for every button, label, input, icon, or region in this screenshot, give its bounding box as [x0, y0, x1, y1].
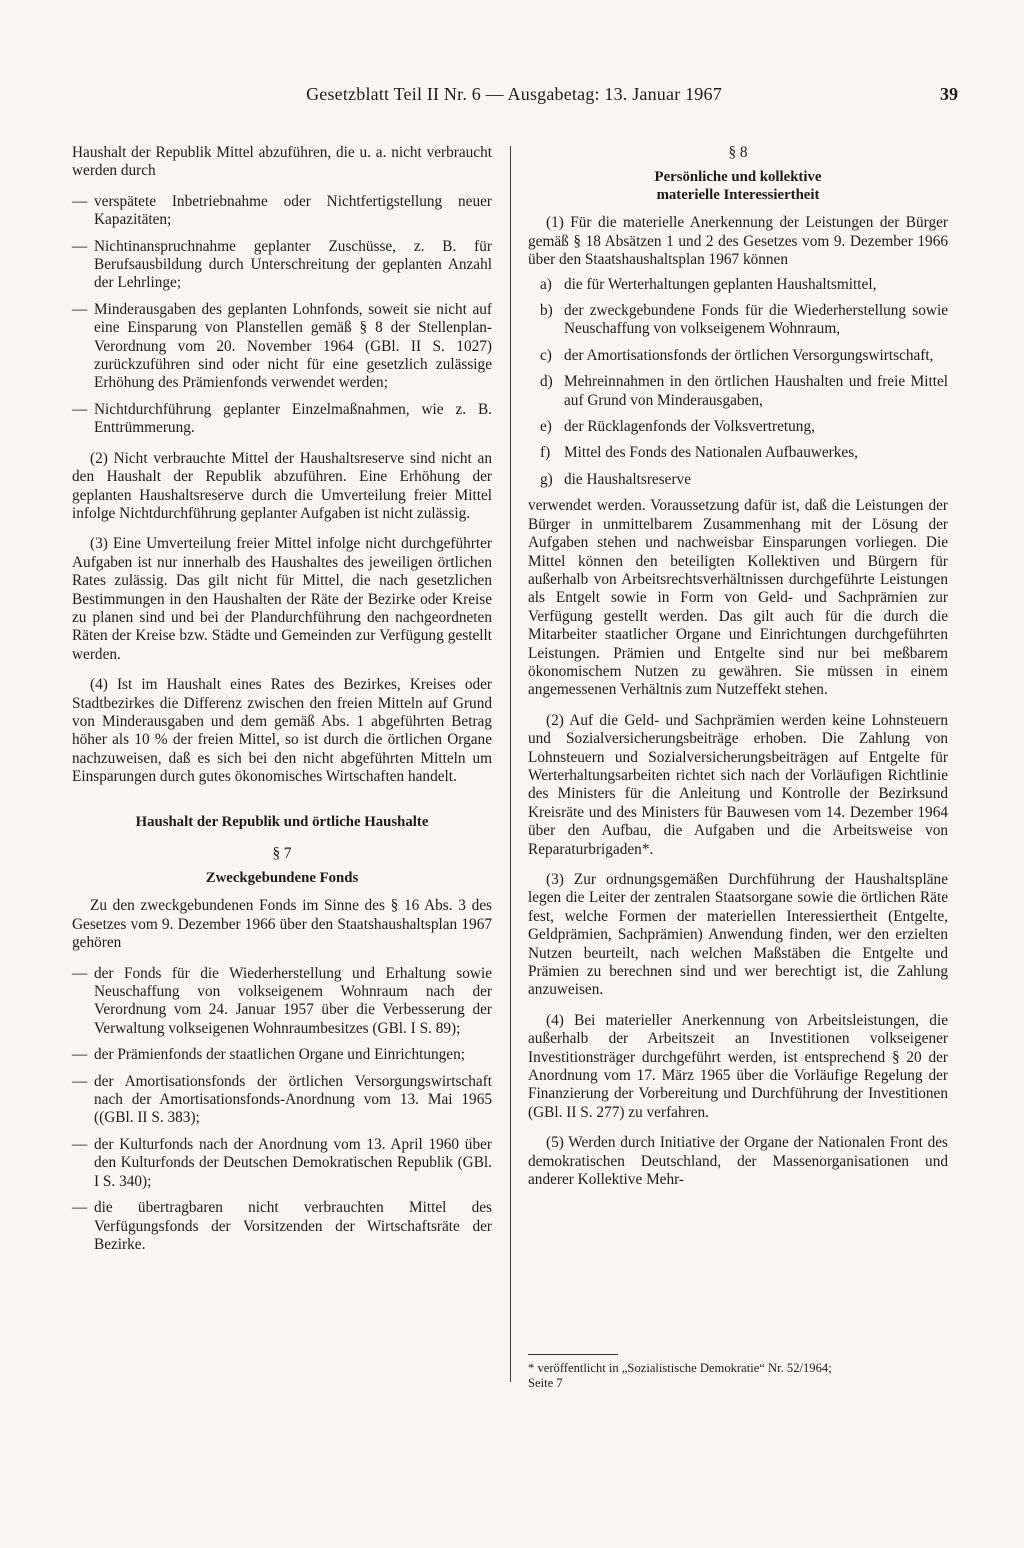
item-marker: f) — [540, 444, 551, 462]
list-item — [72, 1046, 492, 1064]
list-item — [72, 965, 492, 1039]
list-item — [528, 347, 948, 365]
dash-marker: — — [72, 1199, 88, 1217]
left-column — [72, 144, 492, 1266]
section-8-paragraph-3: (3) Zur ordnungsgemäßen Durchführung der Haushaltspläne legen die Leiter der zentralen Staatsorgane sowie die örtlichen Räte fest, welche Formen der materiellen Interessiertheit (Entgelte, Geldprämien, Sachprämien) Anwendung finden, wer den erzielten Nutzen beurteilt, nach welchen Maßstäben die Entgelte und Prämien zu berechnen sind und wer berechtigt ist, die Zahlung anzuweisen. — [528, 871, 948, 999]
list-item — [528, 302, 948, 339]
list-item — [528, 276, 948, 294]
item-marker: a) — [540, 275, 552, 293]
list-item-text: Minderausgaben des geplanten Lohnfonds, soweit sie nicht auf eine Einsparung von Planstellen gemäß § 8 der Stellenplan-Verordnung vom 20. November 1964 (GBl. II S. 1027) zurückzuführen sind oder nicht für eine gesetzlich zulässige Erhöhung des Prämienfonds verwendet werden; — [94, 300, 492, 392]
list-item-text: die übertragbaren nicht verbrauchten Mittel des Verfügungsfonds der Vorsitzenden der Wirtschaftsräte der Bezirke. — [94, 1199, 492, 1253]
paragraph-3: (3) Eine Umverteilung freier Mittel infolge nicht durchgeführter Aufgaben ist nur innerhalb des Haushaltes des jeweiligen örtlichen Rates zulässig. Das gilt nicht für Mittel, die nach gesetzlichen Bestimmungen in den Haushalten der Räte der Bezirke oder Kreise zu planen sind und bei der Plandurchführung den nachgeordneten Räten der Kreise bzw. Städte und Gemeinden zur Verfügung gestellt werden. — [72, 535, 492, 663]
list-item — [72, 193, 492, 230]
list-item — [72, 1199, 492, 1254]
dash-marker: — — [72, 1072, 88, 1090]
list-item — [72, 1136, 492, 1191]
section-heading: Haushalt der Republik und örtliche Haushalte — [135, 813, 429, 830]
section-8-paragraph-4: (4) Bei materieller Anerkennung von Arbeitsleistungen, die außerhalb der Arbeitszeit an Investitionen volkseigener Investitionsträger durchgeführt werden, ist entsprechend § 20 der Anordnung vom 17. März 1965 über die Vorläufige Regelung der Finanzierung der Vorbereitung und Durchführung der Investitionen (GBl. II S. 277) zu verfahren. — [528, 1011, 948, 1121]
right-column — [528, 144, 948, 1202]
dash-marker: — — [72, 400, 88, 418]
dash-marker: — — [72, 300, 88, 318]
dash-marker: — — [72, 1046, 88, 1064]
list-item — [72, 1073, 492, 1128]
footnote-line-1: * veröffentlicht in „Sozialistische Demokratie“ Nr. 52/1964; — [528, 1361, 832, 1375]
list-item-text: die Haushaltsreserve — [564, 470, 691, 488]
footnote-line-2: Seite 7 — [528, 1376, 563, 1390]
footnote-rule — [528, 1354, 618, 1355]
section-8-paragraph-2: (2) Auf die Geld- und Sachprämien werden keine Lohnsteuern und Sozialversicherungsbeiträge erhoben. Die Zahlung von Lohnsteuern und Sozialversicherungsbeiträgen auf Entgelte für Werterhaltungsarbeiten richtet sich nach der Vorläufigen Richtlinie des Ministers für die Anleitung und Kontrolle der Bezirksund Kreisräte und des Ministers für Bauwesen vom 14. Dezember 1964 über den Aufbau, die Aufgaben und die Arbeitsweise von Reparaturbrigaden*. — [528, 711, 948, 858]
list-item — [528, 373, 948, 410]
item-marker: e) — [540, 418, 552, 436]
item-marker: d) — [540, 373, 553, 391]
list-item-text: die für Werterhaltungen geplanten Haushaltsmittel, — [564, 275, 877, 293]
item-marker: g) — [540, 470, 553, 488]
section-7-number: § 7 — [272, 845, 292, 862]
list-item-text: Nichtinanspruchnahme geplanter Zuschüsse, z. B. für Berufsausbildung durch Unterschreitung der geplanten Anzahl der Lehrlinge; — [94, 237, 492, 292]
list-item-text: Mehreinnahmen in den örtlichen Haushalten und freie Mittel auf Grund von Minderausgaben, — [564, 373, 948, 409]
list-item-text: Nichtdurchführung geplanter Einzelmaßnahmen, wie z. B. Enttrümmerung. — [94, 400, 492, 437]
list-item-text: der Prämienfonds der staatlichen Organe und Einrichtungen; — [94, 1046, 465, 1064]
page-number: 39 — [940, 84, 958, 104]
dash-marker: — — [72, 192, 88, 210]
section-8-title-line-2: materielle Interessiertheit — [656, 187, 820, 204]
list-item-text: der Fonds für die Wiederherstellung und Erhaltung sowie Neuschaffung von volkseigenem Wohnraum nach der Verordnung vom 24. Januar 1957 über die Verbesserung der Verwaltung volkseigenen Wohnraumbesitzes (GBl. I S. 89); — [94, 964, 492, 1037]
list-item — [72, 401, 492, 438]
section-8-title-line-1: Persönliche und kollektive — [654, 169, 822, 186]
section-8-item-list — [528, 276, 948, 490]
paragraph-4: (4) Ist im Haushalt eines Rates des Bezirkes, Kreises oder Stadtbezirkes die Differenz zwischen den freien Mitteln auf Grund von Minderausgaben und dem gemäß Abs. 1 abgeführten Betrag höher als 10 % der freien Mittel, so ist durch die örtlichen Organe nachzuweisen, daß es sich bei den nicht abgeführten Mitteln um Einsparungen durch gutes ökonomisches Wirtschaften handelt. — [72, 676, 492, 786]
section-8-paragraph-5: (5) Werden durch Initiative der Organe der Nationalen Front des demokratischen Deutschland, der Massenorganisationen und anderer Kollektive Mehr- — [528, 1134, 948, 1189]
list-item-text: der Amortisationsfonds der örtlichen Versorgungswirtschaft nach der Amortisationsfonds-Anordnung vom 13. Mai 1965 ((GBl. II S. 383); — [94, 1072, 492, 1127]
header-title: Gesetzblatt Teil II Nr. 6 — Ausgabetag: 13. Januar 1967 — [306, 84, 722, 104]
item-marker: b) — [540, 302, 553, 320]
list-item — [528, 444, 948, 462]
section-7-list — [72, 965, 492, 1255]
section-8-paragraph-1: (1) Für die materielle Anerkennung der Leistungen der Bürger gemäß § 18 Absätzen 1 und 2 des Gesetzes vom 9. Dezember 1966 über den Staatshaushaltsplan 1967 können — [528, 214, 948, 269]
page-header — [70, 84, 958, 110]
column-divider — [510, 146, 511, 1382]
list-item-text: der Amortisationsfonds der örtlichen Versorgungswirtschaft, — [564, 346, 934, 364]
dash-marker: — — [72, 964, 88, 982]
footnote — [528, 1354, 948, 1391]
list-item-text: Mittel des Fonds des Nationalen Aufbauwerkes, — [564, 444, 858, 462]
section-8-title — [528, 168, 948, 204]
section-8-number: § 8 — [728, 144, 748, 161]
section-7-title: Zweckgebundene Fonds — [205, 870, 359, 887]
list-item-text: der zweckgebundene Fonds für die Wiederherstellung sowie Neuschaffung von volkseigenem Wohnraum, — [564, 302, 948, 338]
list-item-text: der Kulturfonds nach der Anordnung vom 13. April 1960 über den Kulturfonds der Deutschen Demokratischen Republik (GBl. I S. 340); — [94, 1135, 492, 1190]
paragraph-2: (2) Nicht verbrauchte Mittel der Haushaltsreserve sind nicht an den Haushalt der Republik abzuführen. Eine Erhöhung der geplanten Haushaltsreserve durch die Umverteilung freier Mittel infolge Nichtdurchführung geplanter Aufgaben ist nicht zulässig. — [72, 449, 492, 522]
list-item — [528, 471, 948, 489]
left-intro: Haushalt der Republik Mittel abzuführen, die u. a. nicht verbraucht werden durch — [72, 144, 492, 180]
left-bullet-list — [72, 193, 492, 438]
item-marker: c) — [540, 346, 552, 364]
list-item-text: verspätete Inbetriebnahme oder Nichtfertigstellung neuer Kapazitäten; — [94, 192, 492, 229]
list-item — [528, 418, 948, 436]
list-item — [72, 238, 492, 293]
section-8-paragraph-1-continued: verwendet werden. Voraussetzung dafür ist, daß die Leistungen der Bürger in unmittelbarem Zusammenhang mit der Lösung der Aufgaben stehen und nachweisbar Einsparungen vorliegen. Die Mittel können den beteiligten Kollektiven und Bürgern für außerhalb von Arbeitsrechtsverhältnissen durchgeführte Leistungen als Entgelt sowie in Form von Geld- und Sachprämien zur Verfügung gestellt werden. Das gilt auch für die durch die Mitarbeiter staatlicher Organe und Einrichtungen durchgeführten Leistungen. Prämien und Entgelte sind nur bei meßbarem ökonomischem Nutzen zu gewähren. Sie müssen in einem angemessenen Verhältnis zum Nutzeffekt stehen. — [528, 497, 948, 699]
section-7-intro: Zu den zweckgebundenen Fonds im Sinne des § 16 Abs. 3 des Gesetzes vom 9. Dezember 1966 über den Staatshaushaltsplan 1967 gehören — [72, 897, 492, 952]
list-item — [72, 301, 492, 393]
list-item-text: der Rücklagenfonds der Volksvertretung, — [564, 418, 815, 436]
dash-marker: — — [72, 237, 88, 255]
dash-marker: — — [72, 1135, 88, 1153]
